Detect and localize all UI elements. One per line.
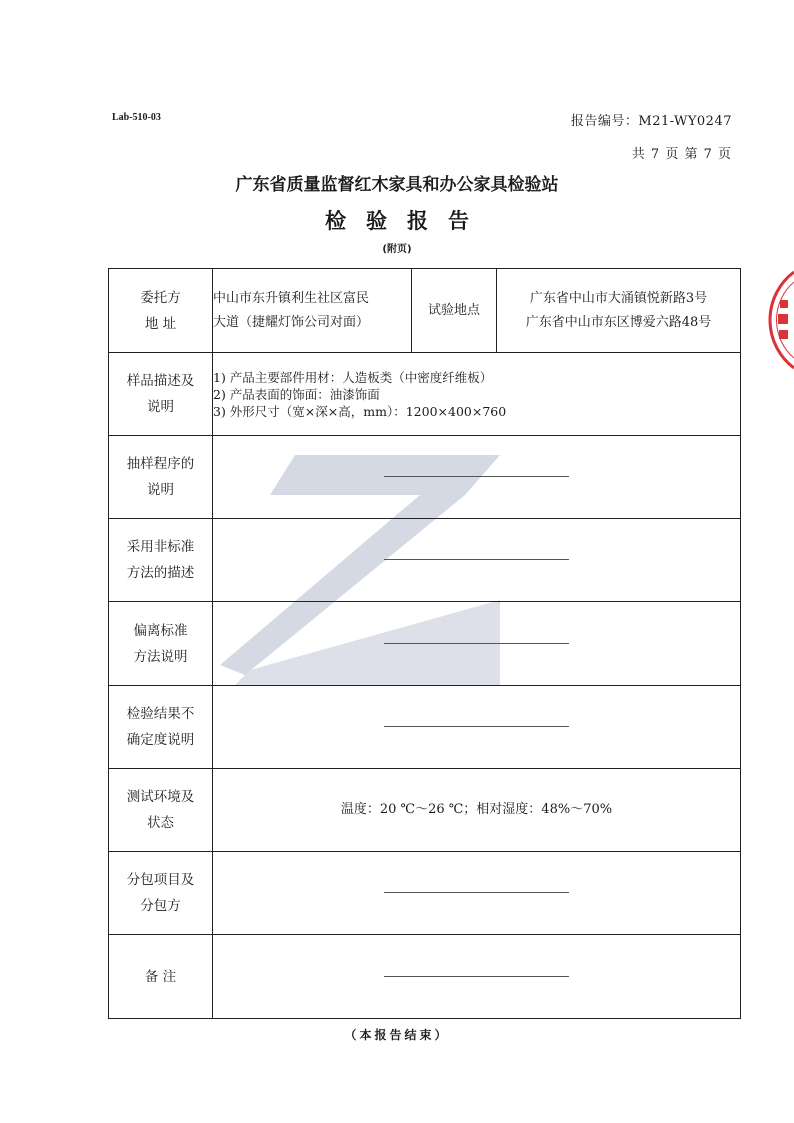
- uncertainty-label: 检验结果不 确定度说明: [109, 686, 213, 769]
- deviation-value: [213, 602, 741, 686]
- sample-description-line: 1) 产品主要部件用材：人造板类（中密度纤维板）: [213, 369, 493, 385]
- nonstandard-method-label: 采用非标准 方法的描述: [109, 519, 213, 602]
- nonstandard-method-value: [213, 519, 741, 602]
- empty-dash: [384, 559, 569, 560]
- test-site-address: 广东省中山市大涌镇悦新路3号 广东省中山市东区博爱六路48号: [497, 269, 741, 353]
- client-label: 委托方 地 址: [109, 269, 213, 353]
- report-number: 报告编号：M21-WY0247: [570, 114, 732, 129]
- page-count: 共 7 页 第 7 页: [631, 147, 732, 162]
- empty-dash: [384, 476, 569, 477]
- uncertainty-value: [213, 686, 741, 769]
- report-table: [108, 268, 741, 1019]
- empty-dash: [384, 892, 569, 893]
- empty-dash: [384, 726, 569, 727]
- client-address: 中山市东升镇利生社区富民 大道（捷耀灯饰公司对面）: [213, 269, 412, 353]
- empty-dash: [384, 643, 569, 644]
- document-title: 检验报告: [325, 209, 489, 233]
- sampling-procedure-label: 抽样程序的 说明: [109, 436, 213, 519]
- remarks-value: [213, 935, 741, 1019]
- row-uncertainty: [109, 686, 741, 769]
- remarks-label: 备 注: [109, 935, 213, 1019]
- row-subcontract: [109, 852, 741, 935]
- sample-description-line: 3) 外形尺寸（宽×深×高，mm）：1200×400×760: [213, 403, 507, 419]
- row-nonstandard-method: [109, 519, 741, 602]
- row-sampling-procedure: [109, 436, 741, 519]
- seal-stamp-edge: [768, 270, 794, 370]
- report-end-note: （本报告结束）: [344, 1028, 450, 1042]
- document-subtitle: (附页): [382, 244, 412, 255]
- deviation-label: 偏离标准 方法说明: [109, 602, 213, 686]
- organization-title: 广东省质量监督红木家具和办公家具检验站: [235, 175, 559, 195]
- test-environment-value: 温度：20 ℃～26 ℃；相对湿度：48%～70%: [213, 769, 741, 852]
- test-environment-label: 测试环境及 状态: [109, 769, 213, 852]
- sample-description-line: 2) 产品表面的饰面：油漆饰面: [213, 386, 380, 402]
- sampling-procedure-value: [213, 436, 741, 519]
- row-sample-description: [109, 353, 741, 436]
- row-client: [109, 269, 741, 353]
- test-site-label: 试验地点: [412, 269, 497, 353]
- empty-dash: [384, 976, 569, 977]
- row-deviation: [109, 602, 741, 686]
- sample-description-value: [213, 353, 741, 436]
- row-test-environment: [109, 769, 741, 852]
- subcontract-value: [213, 852, 741, 935]
- sample-description-label: 样品描述及 说明: [109, 353, 213, 436]
- lab-form-code: Lab-510-03: [112, 112, 161, 123]
- row-remarks: [109, 935, 741, 1019]
- subcontract-label: 分包项目及 分包方: [109, 852, 213, 935]
